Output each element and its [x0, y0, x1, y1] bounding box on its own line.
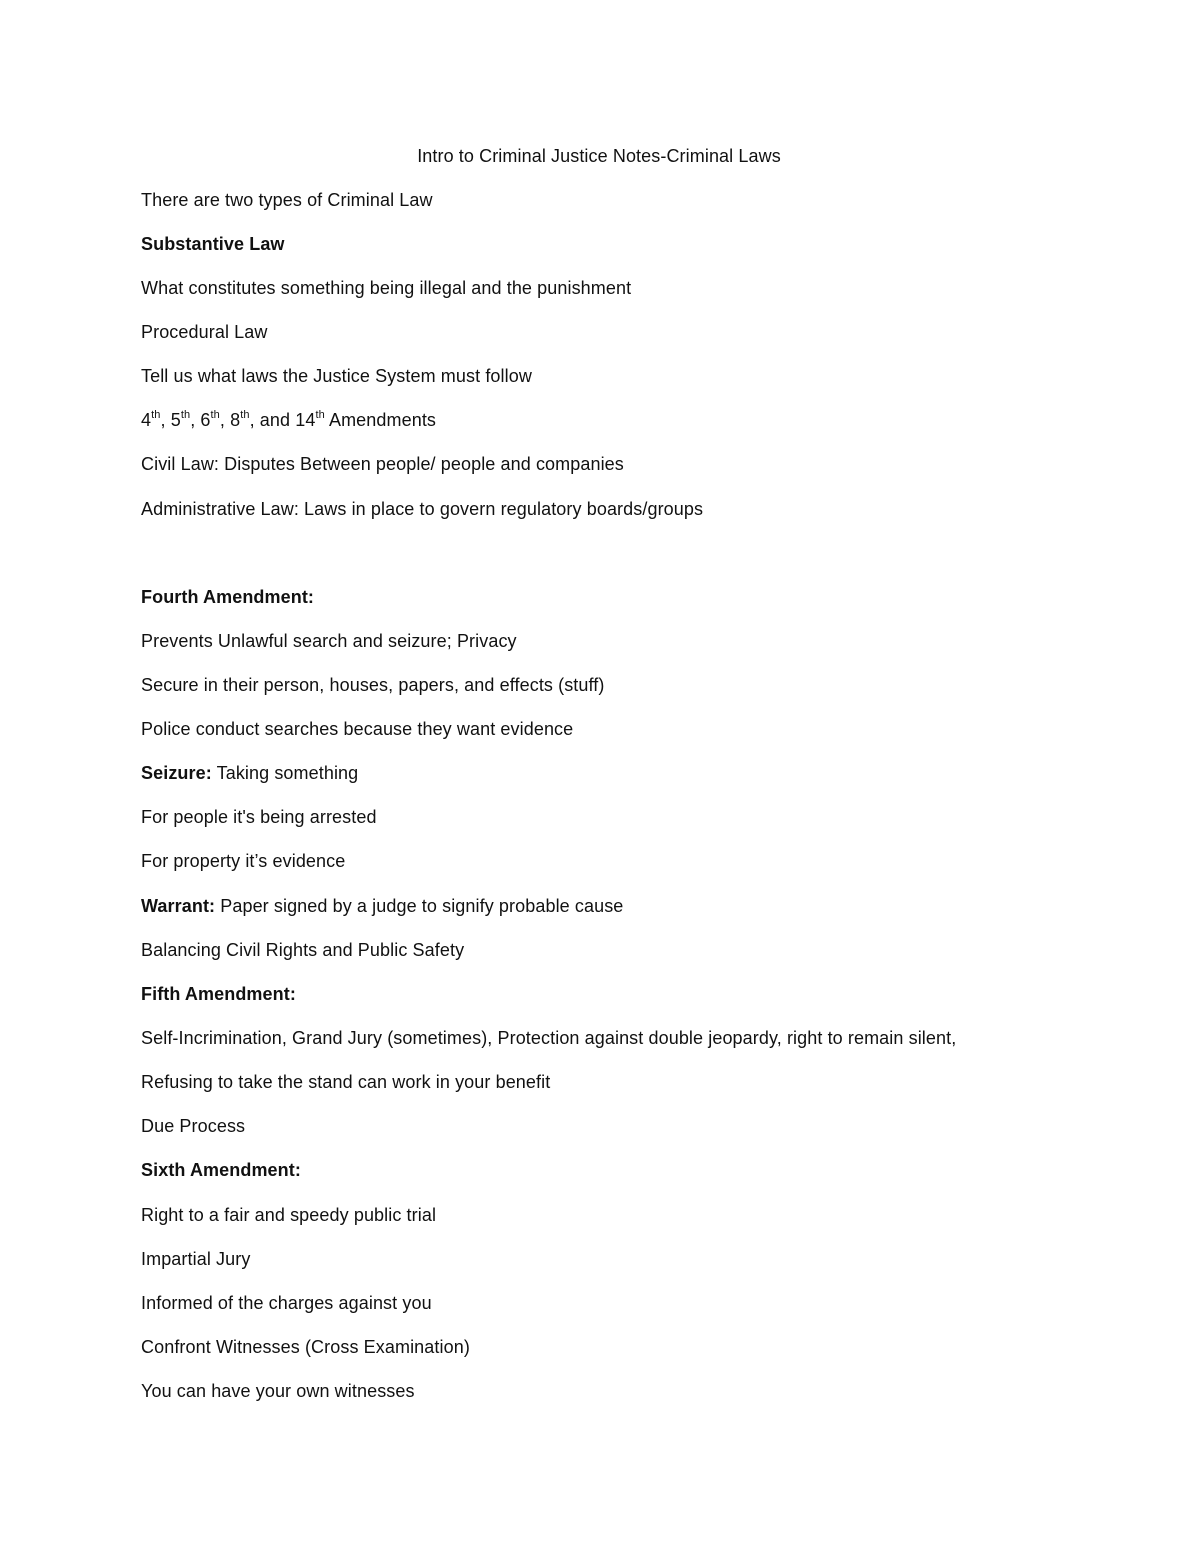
amendment-number: 6 [200, 410, 211, 430]
fourth-amendment-line: Balancing Civil Rights and Public Safety [141, 940, 465, 960]
ordinal-suffix: th [315, 409, 325, 421]
seizure-text: Taking something [211, 763, 359, 783]
procedural-law-definition: Tell us what laws the Justice System must follow [141, 366, 532, 386]
seizure-term: Seizure: [141, 763, 212, 783]
fifth-amendment-line: Self-Incrimination, Grand Jury (sometimes), Protection against double jeopardy, right to remain silent, [141, 1028, 957, 1048]
separator: , [219, 410, 231, 430]
amendments-list [141, 409, 436, 431]
separator: , [190, 410, 201, 430]
civil-law-text: Civil Law: Disputes Between people/ people and companies [141, 454, 624, 474]
document-title: Intro to Criminal Justice Notes-Criminal Laws [417, 146, 781, 166]
seizure-definition [141, 762, 358, 784]
amendment-number: 8 [230, 410, 241, 430]
warrant-term: Warrant: [141, 896, 216, 916]
warrant-definition [141, 895, 623, 917]
warrant-text: Paper signed by a judge to signify probable cause [215, 896, 624, 916]
fourth-amendment-line: Prevents Unlawful search and seizure; Privacy [141, 631, 517, 651]
separator: , [160, 410, 171, 430]
ordinal-suffix: th [180, 409, 191, 421]
sixth-amendment-line: Impartial Jury [141, 1249, 251, 1269]
substantive-law-heading: Substantive Law [141, 234, 285, 254]
amendments-tail: Amendments [324, 410, 437, 430]
fourth-amendment-line: For people it's being arrested [141, 807, 377, 827]
sixth-amendment-line: You can have your own witnesses [141, 1381, 415, 1401]
substantive-law-definition: What constitutes something being illegal and the punishment [141, 278, 632, 298]
sixth-amendment-line: Confront Witnesses (Cross Examination) [141, 1337, 470, 1357]
ordinal-suffix: th [210, 409, 220, 421]
ordinal-suffix: th [240, 409, 250, 421]
sixth-amendment-line: Right to a fair and speedy public trial [141, 1205, 437, 1225]
fifth-amendment-line: Refusing to take the stand can work in your benefit [141, 1072, 551, 1092]
procedural-law-heading: Procedural Law [141, 322, 268, 342]
fifth-amendment-heading: Fifth Amendment: [141, 984, 296, 1004]
administrative-law-text: Administrative Law: Laws in place to govern regulatory boards/groups [141, 499, 704, 519]
amendment-number: 4 [141, 410, 152, 430]
fourth-amendment-line: For property it’s evidence [141, 851, 346, 871]
ordinal-suffix: th [151, 409, 161, 421]
intro-text: There are two types of Criminal Law [141, 190, 433, 210]
amendment-number: 14 [295, 410, 316, 430]
amendment-number: 5 [170, 410, 181, 430]
fifth-amendment-line: Due Process [141, 1116, 246, 1136]
fourth-amendment-line: Police conduct searches because they want evidence [141, 719, 574, 739]
fourth-amendment-line: Secure in their person, houses, papers, and effects (stuff) [141, 675, 605, 695]
sixth-amendment-heading: Sixth Amendment: [141, 1160, 301, 1180]
fourth-amendment-heading: Fourth Amendment: [141, 587, 315, 607]
sixth-amendment-line: Informed of the charges against you [141, 1293, 432, 1313]
separator: , and [249, 410, 296, 430]
